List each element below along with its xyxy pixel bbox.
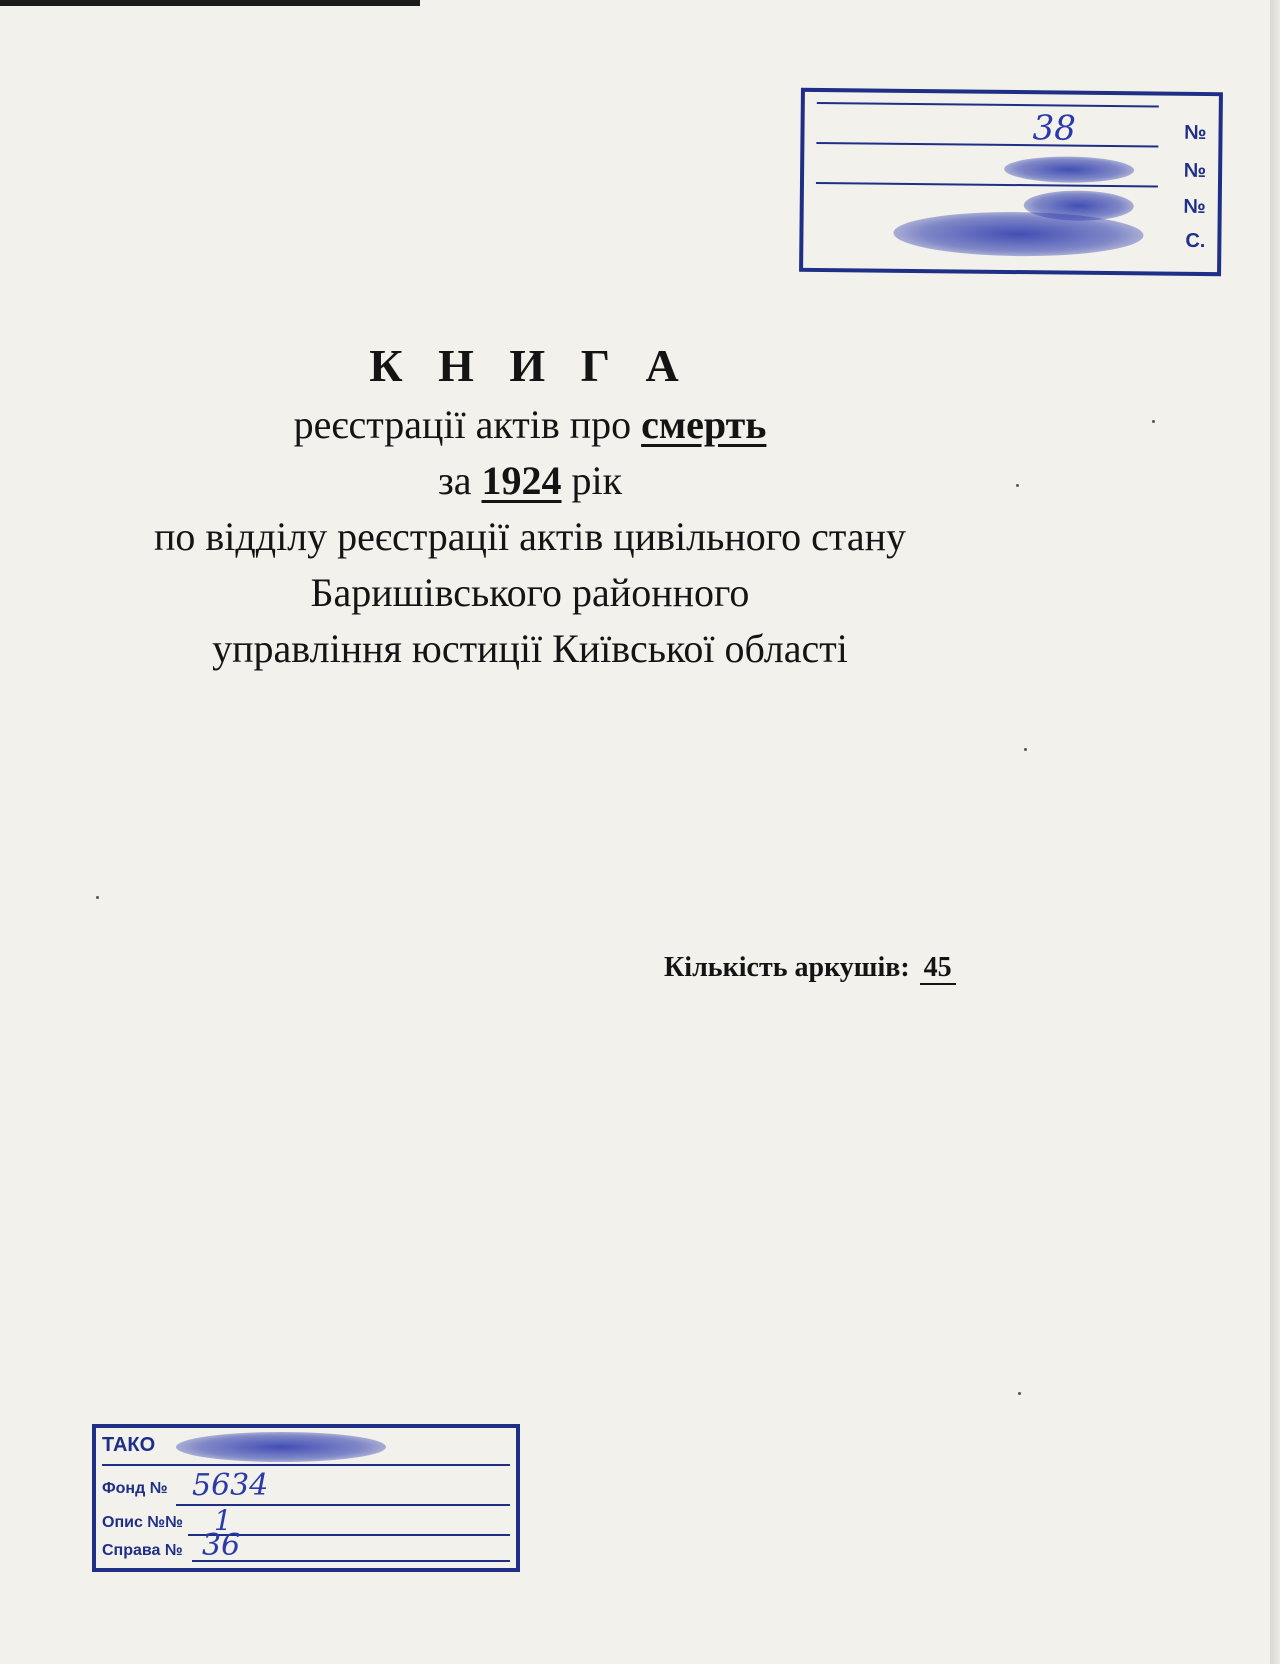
subtitle-department: по відділу реєстрації актів цивільного стану: [153, 513, 907, 559]
archive-stamp-bottom: [92, 1424, 520, 1572]
paper-speck: [1152, 420, 1155, 423]
paper-speck: [1018, 1392, 1021, 1395]
archive-stamp-top: [799, 88, 1223, 276]
paper-speck: [96, 896, 99, 899]
sprava-value: 36: [202, 1528, 241, 1563]
paper-speck: [1016, 484, 1019, 487]
title-block: [40, 340, 1020, 677]
opys-label: Опис №№: [102, 1514, 183, 1531]
stamp-row-line: [816, 142, 1158, 148]
act-type-value: смерть: [641, 401, 767, 447]
opys-value: 1: [214, 1504, 232, 1537]
stamp-number-mark: №: [1183, 159, 1207, 183]
scan-edge-top: [0, 0, 420, 6]
year-prefix: за: [437, 457, 482, 503]
stamp-row-line: [817, 102, 1159, 108]
subtitle-text: реєстрації актів про: [293, 401, 642, 447]
stamp-number-mark: №: [1184, 121, 1207, 145]
stamp-handwritten-number: 38: [1032, 108, 1077, 149]
ink-smudge: [176, 1432, 386, 1462]
stamp-row-line: [192, 1560, 510, 1562]
stamp-row-line: [102, 1464, 510, 1466]
sheet-count-label: Кількість аркушів:: [664, 952, 910, 983]
paper-speck: [1024, 748, 1027, 751]
fond-value: 5634: [192, 1468, 269, 1503]
stamp-number-mark: С.: [1185, 229, 1206, 253]
page-title: К Н И Г А: [369, 340, 691, 391]
sheet-count: [664, 952, 956, 985]
subtitle-year: [40, 453, 1020, 509]
ink-smudge: [1004, 156, 1134, 183]
subtitle-district: Баришівського районного: [310, 569, 750, 615]
sheet-count-value: 45: [920, 953, 956, 985]
subtitle-region: управління юстиції Київської області: [212, 625, 848, 671]
subtitle-act-type: [40, 397, 1020, 453]
year-value: 1924: [481, 457, 562, 503]
stamp-row-line: [816, 182, 1158, 188]
sprava-label: Справа №: [102, 1542, 183, 1559]
fond-label: Фонд №: [102, 1480, 168, 1497]
year-suffix: рік: [561, 457, 623, 503]
scan-edge-right: [1270, 0, 1280, 1664]
archive-name: ТАКО: [102, 1434, 156, 1456]
stamp-number-mark: №: [1183, 195, 1206, 219]
